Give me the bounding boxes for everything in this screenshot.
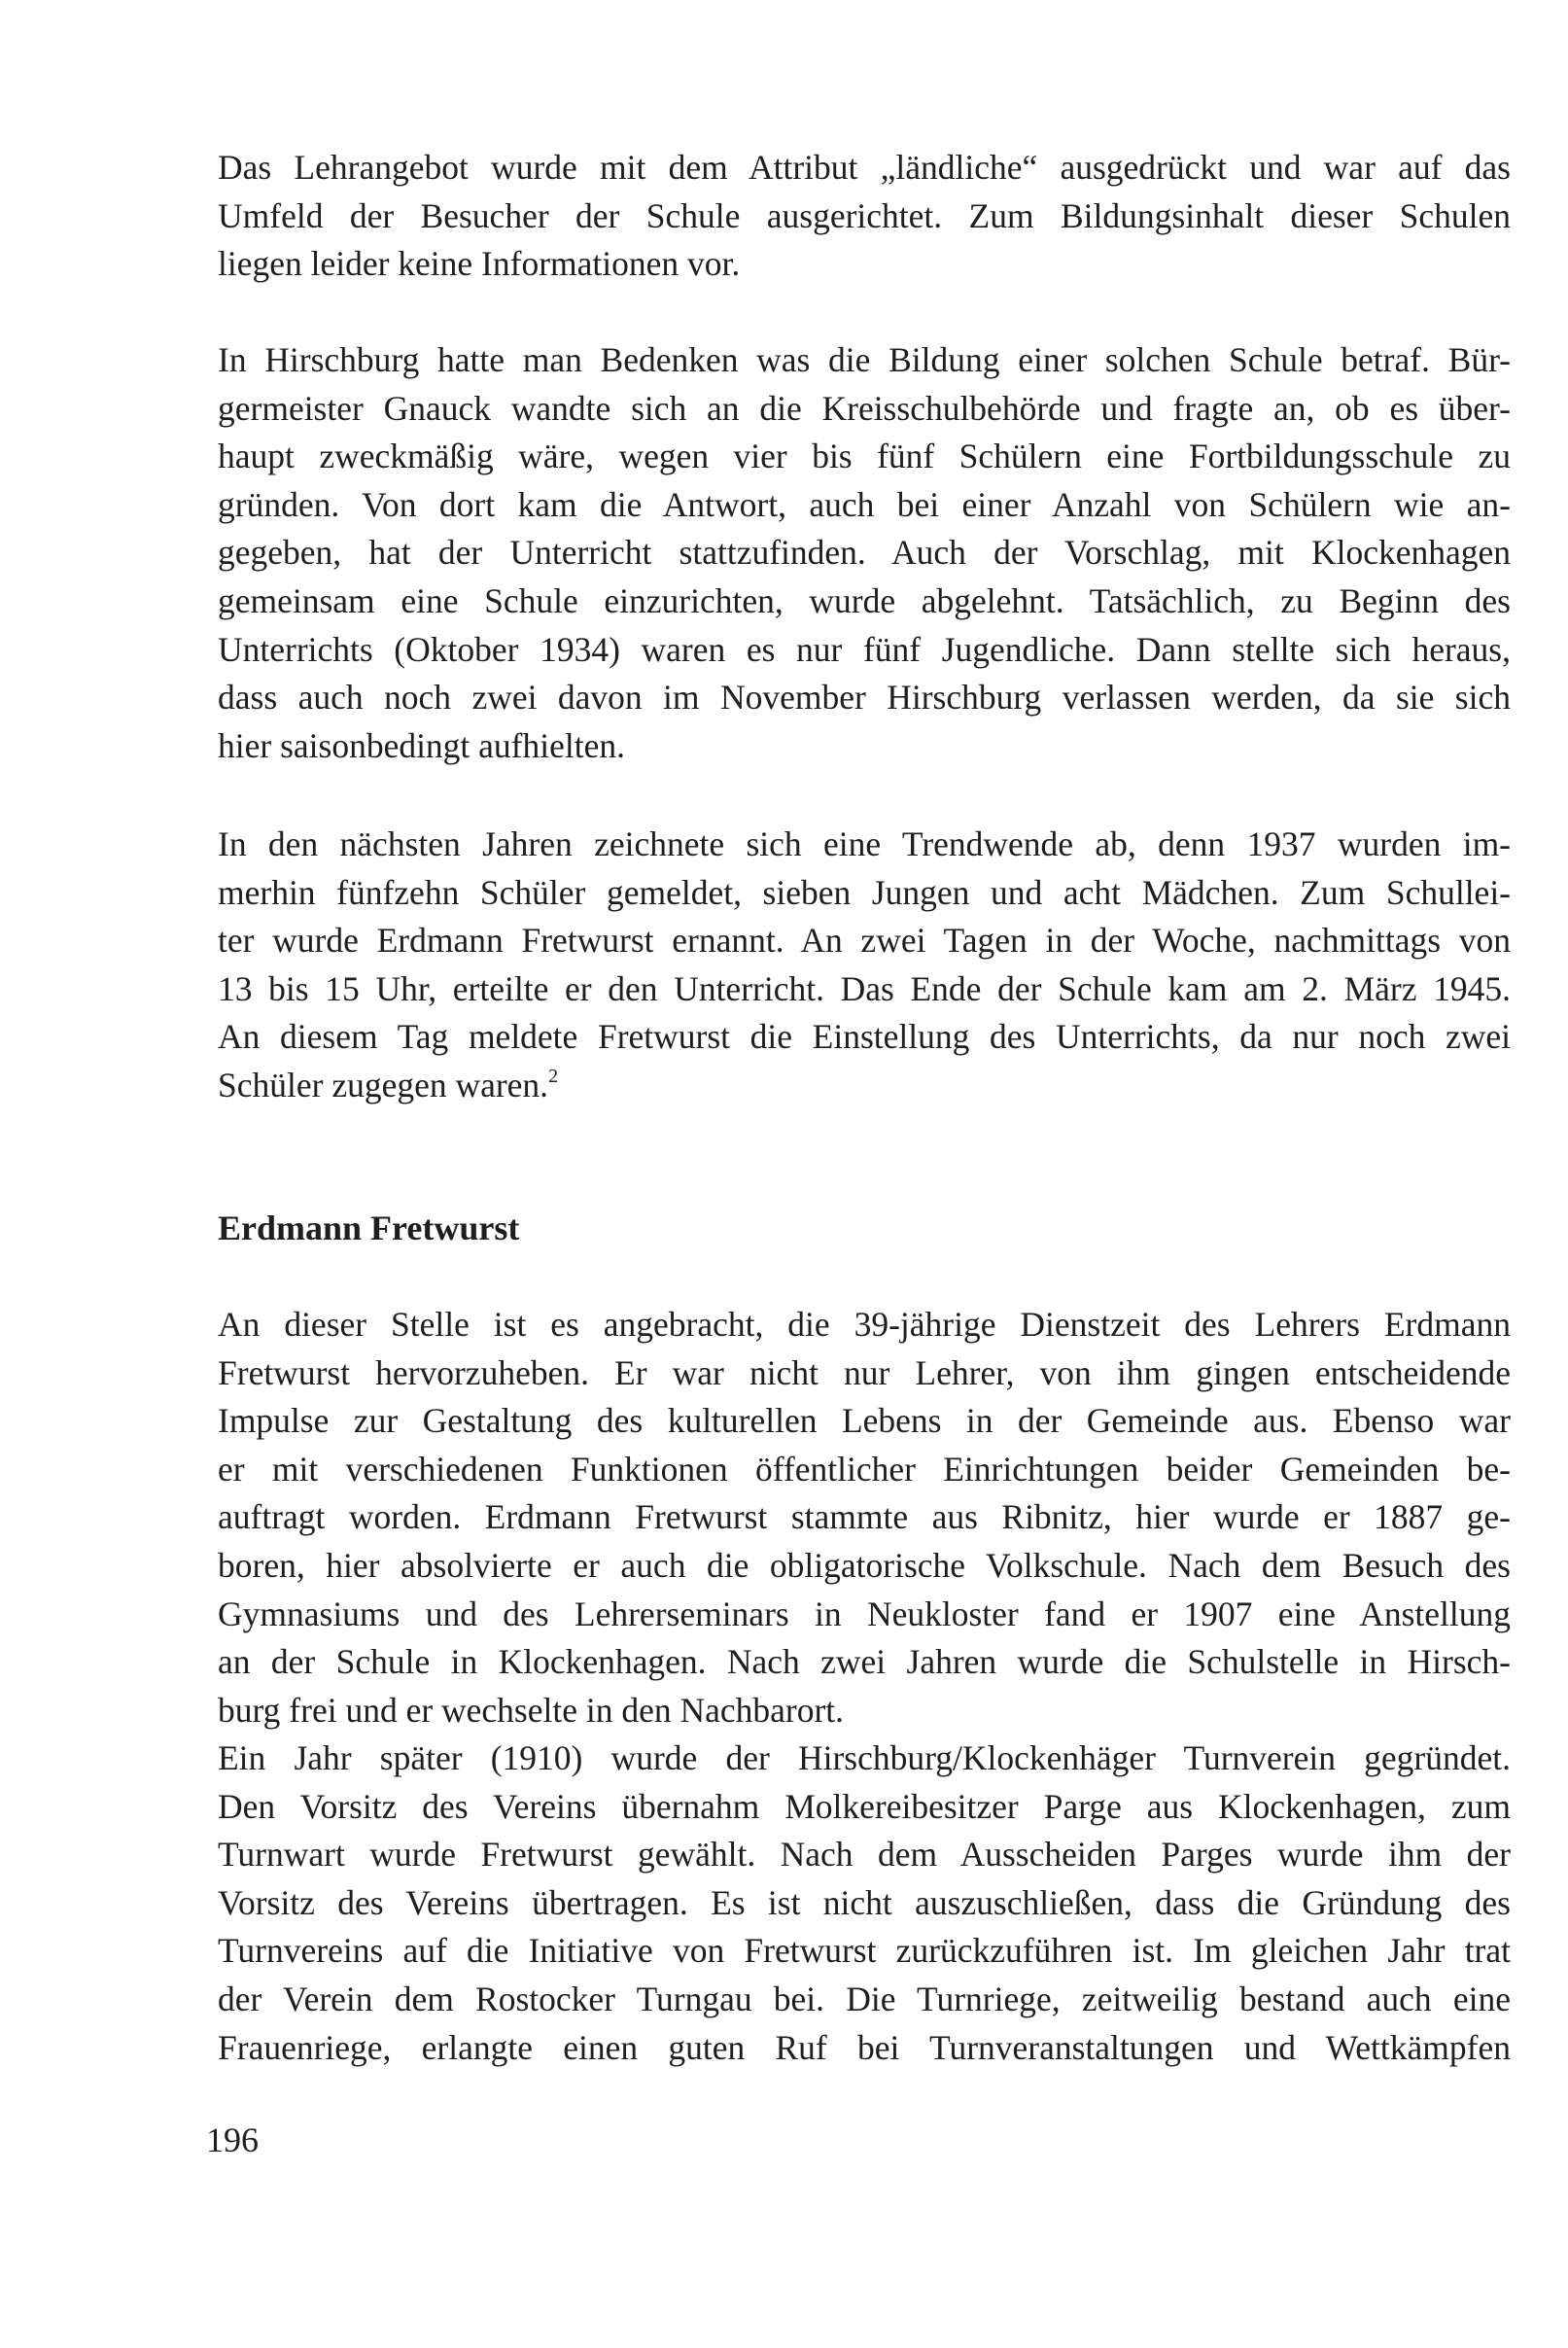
text-line: Unterrichts (Oktober 1934) waren es nur fünf Jugendliche. Dann stellte sich heraus, [218,629,1511,669]
paragraph-turnverein [218,1735,1511,2072]
text-line: hier saisonbedingt aufhielten. [218,725,625,765]
paragraph-school-offer [218,144,1511,289]
paragraph-text [218,336,1511,770]
paragraph-fretwurst-bio [218,1301,1511,1735]
page-number: 196 [206,2120,259,2159]
text-line: auftragt worden. Erdmann Fretwurst stammte aus Ribnitz, hier wurde er 1887 ge- [218,1497,1511,1537]
text-line: gemeinsam eine Schule einzurichten, wurde abgelehnt. Tatsächlich, zu Beginn des [218,580,1511,620]
text-line: Den Vorsitz des Vereins übernahm Molkereibesitzer Parge aus Klockenhagen, zum [218,1786,1511,1826]
text-line: Das Lehrangebot wurde mit dem Attribut „ländliche“ ausgedrückt und war auf das [218,148,1511,187]
text-line: In den nächsten Jahren zeichnete sich eine Trendwende ab, denn 1937 wurden im- [218,824,1511,863]
text-line: Umfeld der Besucher der Schule ausgerichtet. Zum Bildungsinhalt dieser Schulen [218,195,1511,235]
text-line: germeister Gnauck wandte sich an die Kreisschulbehörde und fragte an, ob es über- [218,388,1511,428]
text-line: ter wurde Erdmann Fretwurst ernannt. An zwei Tagen in der Woche, nachmittags von [218,921,1511,961]
text-line: Impulse zur Gestaltung des kulturellen Lebens in der Gemeinde aus. Ebenso war [218,1401,1511,1441]
section-heading: Erdmann Fretwurst [218,1209,520,1247]
text-line: An diesem Tag meldete Fretwurst die Einstellung des Unterrichts, da nur noch zwei [218,1017,1511,1057]
text-line: Frauenriege, erlangte einen guten Ruf bei Turnveranstaltungen und Wettkämpfen [218,2027,1511,2067]
text-line: er mit verschiedenen Funktionen öffentlicher Einrichtungen beider Gemeinden be- [218,1449,1511,1489]
text-line: dass auch noch zwei davon im November Hirschburg verlassen werden, da sie sich [218,678,1511,718]
text-line: der Verein dem Rostocker Turngau bei. Die Turnriege, zeitweilig bestand auch eine [218,1979,1511,2018]
text-line: haupt zweckmäßig wäre, wegen vier bis fünf Schülern eine Fortbildungsschule zu [218,437,1511,476]
text-line: gegeben, hat der Unterricht stattzufinden. Auch der Vorschlag, mit Klockenhagen [218,533,1511,573]
paragraph-text [218,144,1511,289]
text-line: Fretwurst hervorzuheben. Er war nicht nur Lehrer, von ihm gingen entscheidende [218,1352,1511,1392]
paragraph-text [218,1301,1511,1735]
paragraph-hirschburg-concerns [218,336,1511,770]
text-line: burg frei und er wechselte in den Nachbarort. [218,1690,845,1730]
paragraph-text [218,821,1511,1116]
text-line: an der Schule in Klockenhagen. Nach zwei Jahren wurde die Schulstelle in Hirsch- [218,1642,1511,1682]
text-line: liegen leider keine Informationen vor. [218,244,741,284]
text-line: Turnvereins auf die Initiative von Fretwurst zurückzuführen ist. Im gleichen Jahr trat [218,1931,1511,1971]
text-line: boren, hier absolvierte er auch die obligatorische Volkschule. Nach dem Besuch des [218,1545,1511,1585]
text-line: Ein Jahr später (1910) wurde der Hirschburg/Klockenhäger Turnverein gegründet. [218,1738,1511,1777]
paragraph-text [218,1735,1511,2072]
paragraph-trend-reversal [218,821,1511,1116]
text-line: An dieser Stelle ist es angebracht, die 39-jährige Dienstzeit des Lehrers Erdmann [218,1305,1511,1344]
text-line: Gymnasiums und des Lehrerseminars in Neukloster fand er 1907 eine Anstellung [218,1594,1511,1633]
text-line: gründen. Von dort kam die Antwort, auch bei einer Anzahl von Schülern wie an- [218,484,1511,524]
text-line: Vorsitz des Vereins übertragen. Es ist nicht auszuschließen, dass die Gründung des [218,1882,1511,1922]
text-line-content: Schüler zugegen waren. [218,1065,549,1104]
text-line: Turnwart wurde Fretwurst gewählt. Nach dem Ausscheiden Parges wurde ihm der [218,1835,1511,1875]
footnote-marker: 2 [548,1065,559,1087]
text-line: 13 bis 15 Uhr, erteilte er den Unterricht. Das Ende der Schule kam am 2. März 1945. [218,968,1511,1008]
text-line [218,1062,1511,1116]
text-line: merhin fünfzehn Schüler gemeldet, sieben Jungen und acht Mädchen. Zum Schullei- [218,872,1511,912]
text-line: In Hirschburg hatte man Bedenken was die Bildung einer solchen Schule betraf. Bür- [218,340,1511,379]
